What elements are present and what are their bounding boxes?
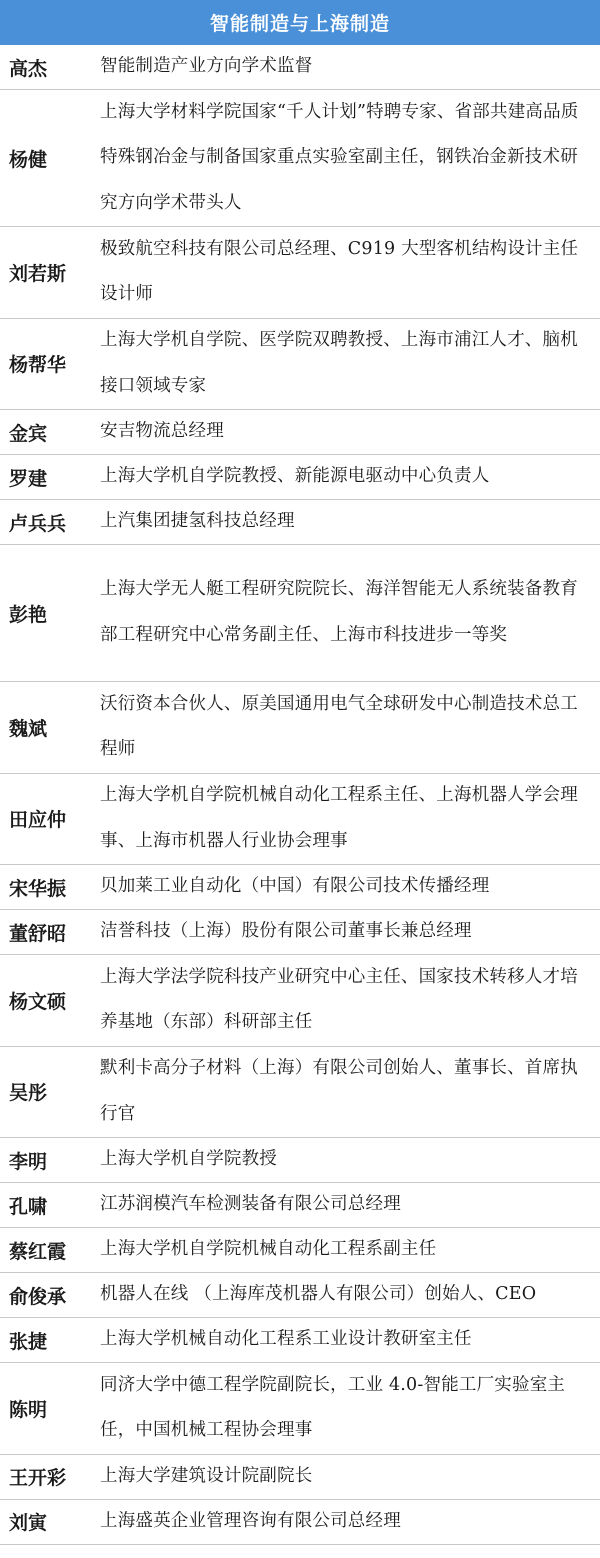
person-title: 洁誉科技（上海）股份有限公司董事长兼总经理 [100, 921, 472, 942]
person-title: 上海大学机自学院机械自动化工程系副主任 [100, 1239, 437, 1260]
table-row [0, 1500, 600, 1545]
person-name: 孔啸 [9, 1195, 48, 1218]
person-title: 上海大学机自学院教授 [100, 1149, 277, 1170]
person-title: 沃衍资本合伙人、原美国通用电气全球研发中心制造技术总工程师 [100, 693, 578, 760]
table-row [0, 1363, 600, 1455]
person-name: 金宾 [9, 422, 48, 445]
table-row [0, 682, 600, 774]
person-name: 杨健 [9, 148, 48, 171]
table-row [0, 410, 600, 455]
table-row [0, 910, 600, 955]
person-title: 同济大学中德工程学院副院长，工业 4.0-智能工厂实验室主任，中国机械工程协会理事 [100, 1374, 566, 1441]
person-name: 张捷 [9, 1330, 48, 1353]
person-title: 智能制造产业方向学术监督 [100, 56, 313, 77]
table-title: 智能制造与上海制造 [209, 13, 390, 35]
table-row [0, 955, 600, 1047]
person-name: 俞俊承 [9, 1285, 67, 1308]
table-row [0, 774, 600, 866]
person-name: 彭艳 [9, 603, 48, 626]
person-title: 上海大学机自学院机械自动化工程系主任、上海机器人学会理事、上海市机器人行业协会理事 [100, 785, 578, 851]
person-title: 江苏润模汽车检测装备有限公司总经理 [100, 1194, 401, 1215]
table-row [0, 545, 600, 682]
table-row [0, 1183, 600, 1228]
table-row [0, 1455, 600, 1500]
person-name: 董舒昭 [9, 922, 67, 945]
person-title: 上海大学法学院科技产业研究中心主任、国家技术转移人才培养基地（东部）科研部主任 [100, 966, 578, 1033]
table-row [0, 1138, 600, 1183]
person-name: 高杰 [9, 57, 48, 80]
person-title: 上海大学材料学院国家“千人计划”特聘专家、省部共建高品质特殊钢冶金与制备国家重点实验室副主任，钢铁冶金新技术研究方向学术带头人 [100, 101, 579, 213]
table-row [0, 90, 600, 227]
person-name: 陈明 [9, 1398, 48, 1421]
person-name: 魏斌 [9, 717, 48, 740]
person-title: 机器人在线 （上海库茂机器人有限公司）创始人、CEO [100, 1284, 537, 1305]
expert-table [0, 45, 600, 1545]
person-name: 田应仲 [9, 809, 67, 832]
person-title: 上海大学机自学院、医学院双聘教授、上海市浦江人才、脑机接口领域专家 [100, 330, 578, 396]
person-title: 贝加莱工业自动化（中国）有限公司技术传播经理 [100, 876, 490, 897]
person-name: 蔡红霞 [9, 1240, 67, 1263]
person-name: 罗建 [9, 467, 48, 490]
person-title: 上海大学机自学院教授、新能源电驱动中心负责人 [100, 466, 490, 487]
person-title: 上海大学无人艇工程研究院院长、海洋智能无人系统装备教育部工程研究中心常务副主任、上海市科技进步一等奖 [100, 579, 578, 645]
person-title: 上海大学建筑设计院副院长 [100, 1465, 313, 1486]
table-row [0, 227, 600, 319]
person-name: 吴彤 [9, 1082, 48, 1105]
table-row [0, 865, 600, 910]
person-title: 极致航空科技有限公司总经理、C919 大型客机结构设计主任设计师 [100, 238, 579, 305]
table-row [0, 455, 600, 500]
person-name: 刘寅 [9, 1512, 48, 1534]
table-row [0, 1318, 600, 1363]
table-header [0, 0, 600, 45]
table-row [0, 45, 600, 90]
person-name: 李明 [9, 1150, 48, 1173]
person-name: 王开彩 [9, 1467, 67, 1489]
person-name: 刘若斯 [9, 262, 67, 285]
person-title: 安吉物流总经理 [100, 421, 224, 442]
person-name: 宋华振 [9, 877, 67, 900]
person-name: 杨文硕 [9, 990, 67, 1013]
person-title: 上海大学机械自动化工程系工业设计教研室主任 [100, 1329, 472, 1350]
table-row [0, 1228, 600, 1273]
table-row [0, 319, 600, 411]
table-row [0, 1273, 600, 1318]
person-name: 杨帮华 [9, 354, 67, 377]
person-title: 默利卡高分子材料（上海）有限公司创始人、董事长、首席执行官 [100, 1058, 578, 1124]
person-name: 卢兵兵 [9, 512, 67, 535]
person-title: 上汽集团捷氢科技总经理 [100, 511, 295, 532]
table-row [0, 500, 600, 545]
table-row [0, 1047, 600, 1139]
person-title: 上海盛英企业管理咨询有限公司总经理 [100, 1510, 401, 1531]
